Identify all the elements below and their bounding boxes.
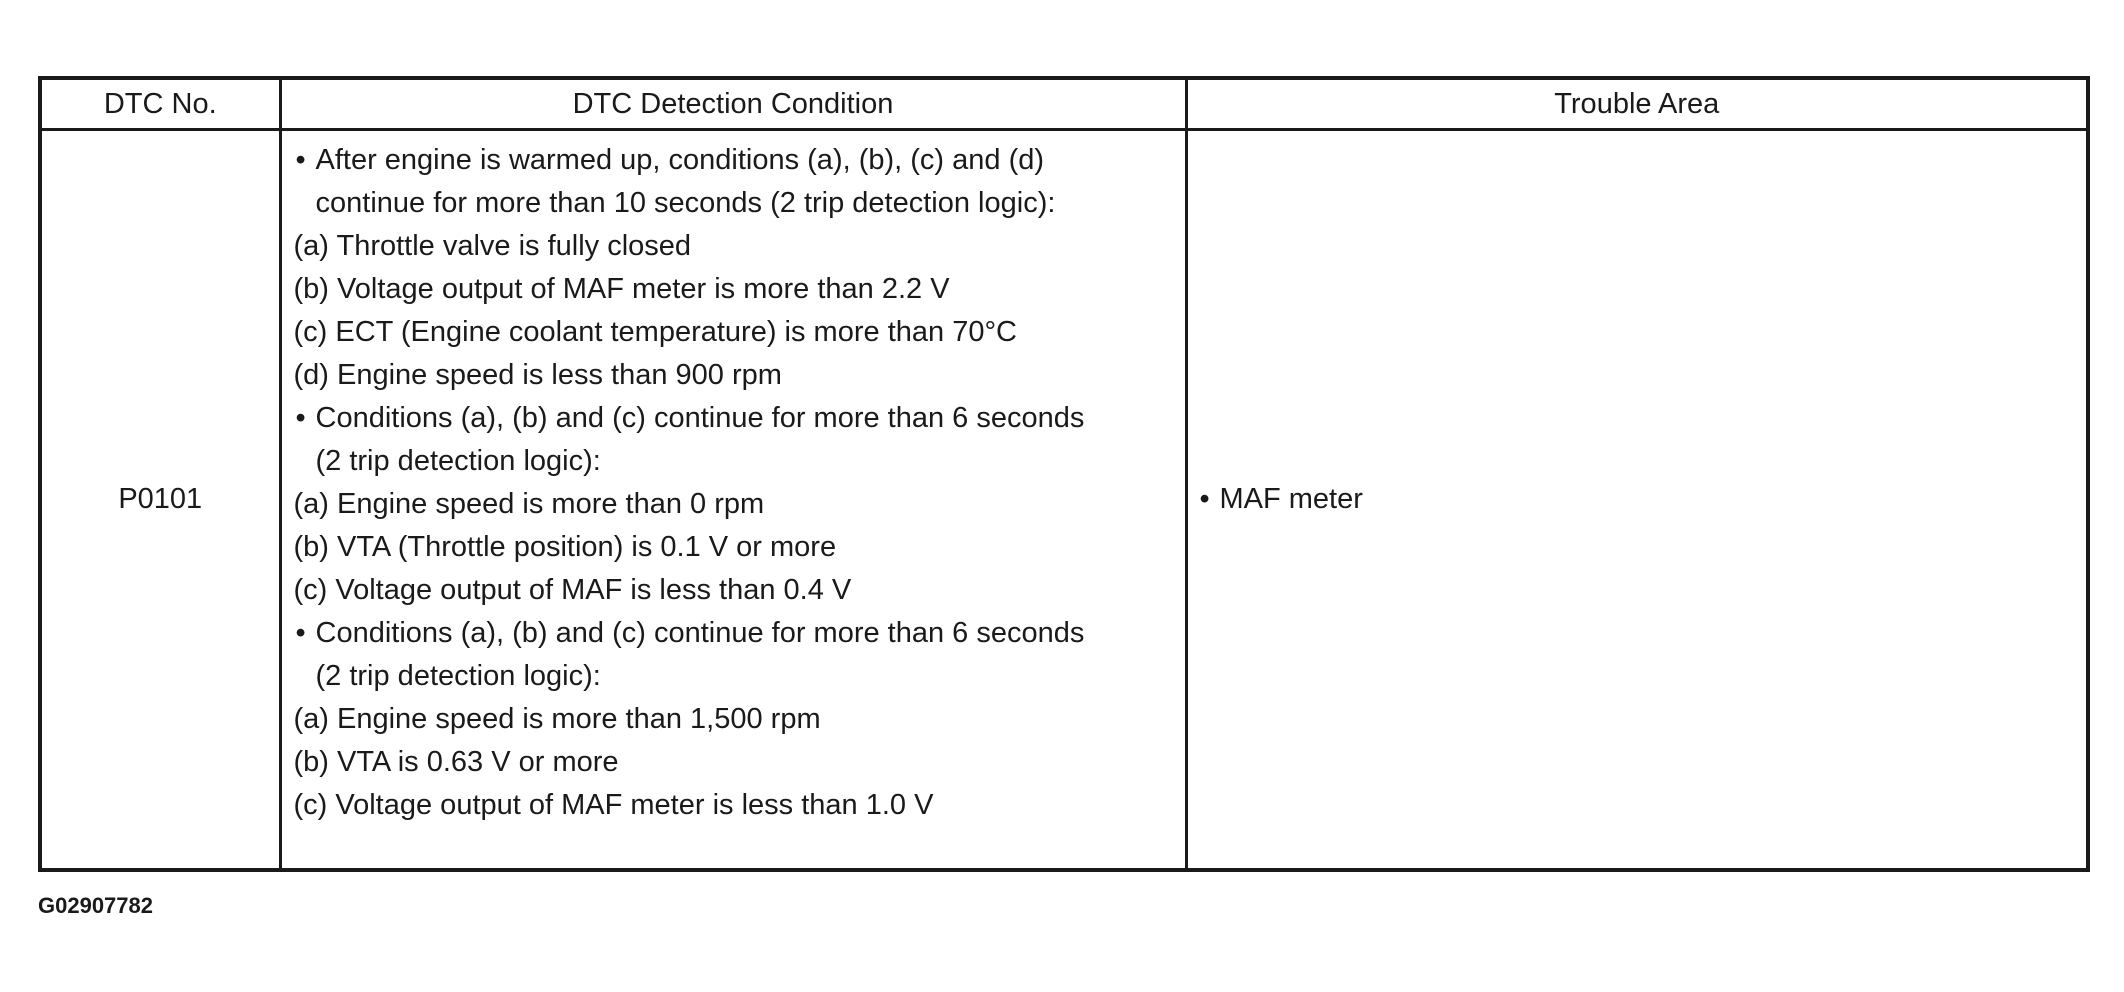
condition-text: After engine is warmed up, conditions (a), (b), (c) and (d) <box>315 144 1045 176</box>
trouble-area-text: MAF meter <box>1219 483 1363 515</box>
header-dtc-no: DTC No. <box>40 78 280 130</box>
table-header-row <box>40 78 2088 130</box>
condition-text: Conditions (a), (b) and (c) continue for more than 6 seconds <box>315 402 1085 434</box>
condition-text: (2 trip detection logic): <box>315 445 601 477</box>
condition-sub-item: (b) VTA is 0.63 V or more <box>293 746 619 778</box>
condition-sub-item: (a) Engine speed is more than 1,500 rpm <box>293 703 821 735</box>
condition-text: (2 trip detection logic): <box>315 660 601 692</box>
condition-text: continue for more than 10 seconds (2 trip detection logic): <box>315 187 1056 219</box>
header-trouble-area: Trouble Area <box>1186 78 2088 130</box>
bullet-icon: • <box>295 402 306 434</box>
condition-sub-item: (c) Voltage output of MAF is less than 0.4 V <box>293 574 852 606</box>
trouble-area-item <box>1200 483 2087 516</box>
bullet-icon: • <box>1199 483 1210 515</box>
dtc-code-cell: P0101 <box>40 130 280 871</box>
condition-bullet-item <box>294 397 1175 483</box>
condition-sub-item: (d) Engine speed is less than 900 rpm <box>293 359 782 391</box>
condition-sub-item: (a) Throttle valve is fully closed <box>293 230 692 262</box>
condition-sub-item: (b) Voltage output of MAF meter is more than 2.2 V <box>293 273 950 305</box>
bullet-icon: • <box>295 144 306 176</box>
condition-sub-item: (c) ECT (Engine coolant temperature) is more than 70°C <box>293 316 1017 348</box>
dtc-table <box>38 76 2090 872</box>
condition-bullet-item <box>294 139 1175 225</box>
condition-sub-item: (b) VTA (Throttle position) is 0.1 V or more <box>293 531 837 563</box>
condition-text: Conditions (a), (b) and (c) continue for more than 6 seconds <box>315 617 1085 649</box>
detection-condition-cell <box>280 130 1186 871</box>
figure-id: G02907782 <box>38 893 153 918</box>
condition-sub-item: (a) Engine speed is more than 0 rpm <box>293 488 765 520</box>
trouble-area-cell <box>1186 130 2088 871</box>
header-detection-condition: DTC Detection Condition <box>280 78 1186 130</box>
condition-bullet-item <box>294 612 1175 698</box>
table-row <box>40 130 2088 871</box>
bullet-icon: • <box>295 617 306 649</box>
condition-sub-item: (c) Voltage output of MAF meter is less than 1.0 V <box>293 789 934 821</box>
